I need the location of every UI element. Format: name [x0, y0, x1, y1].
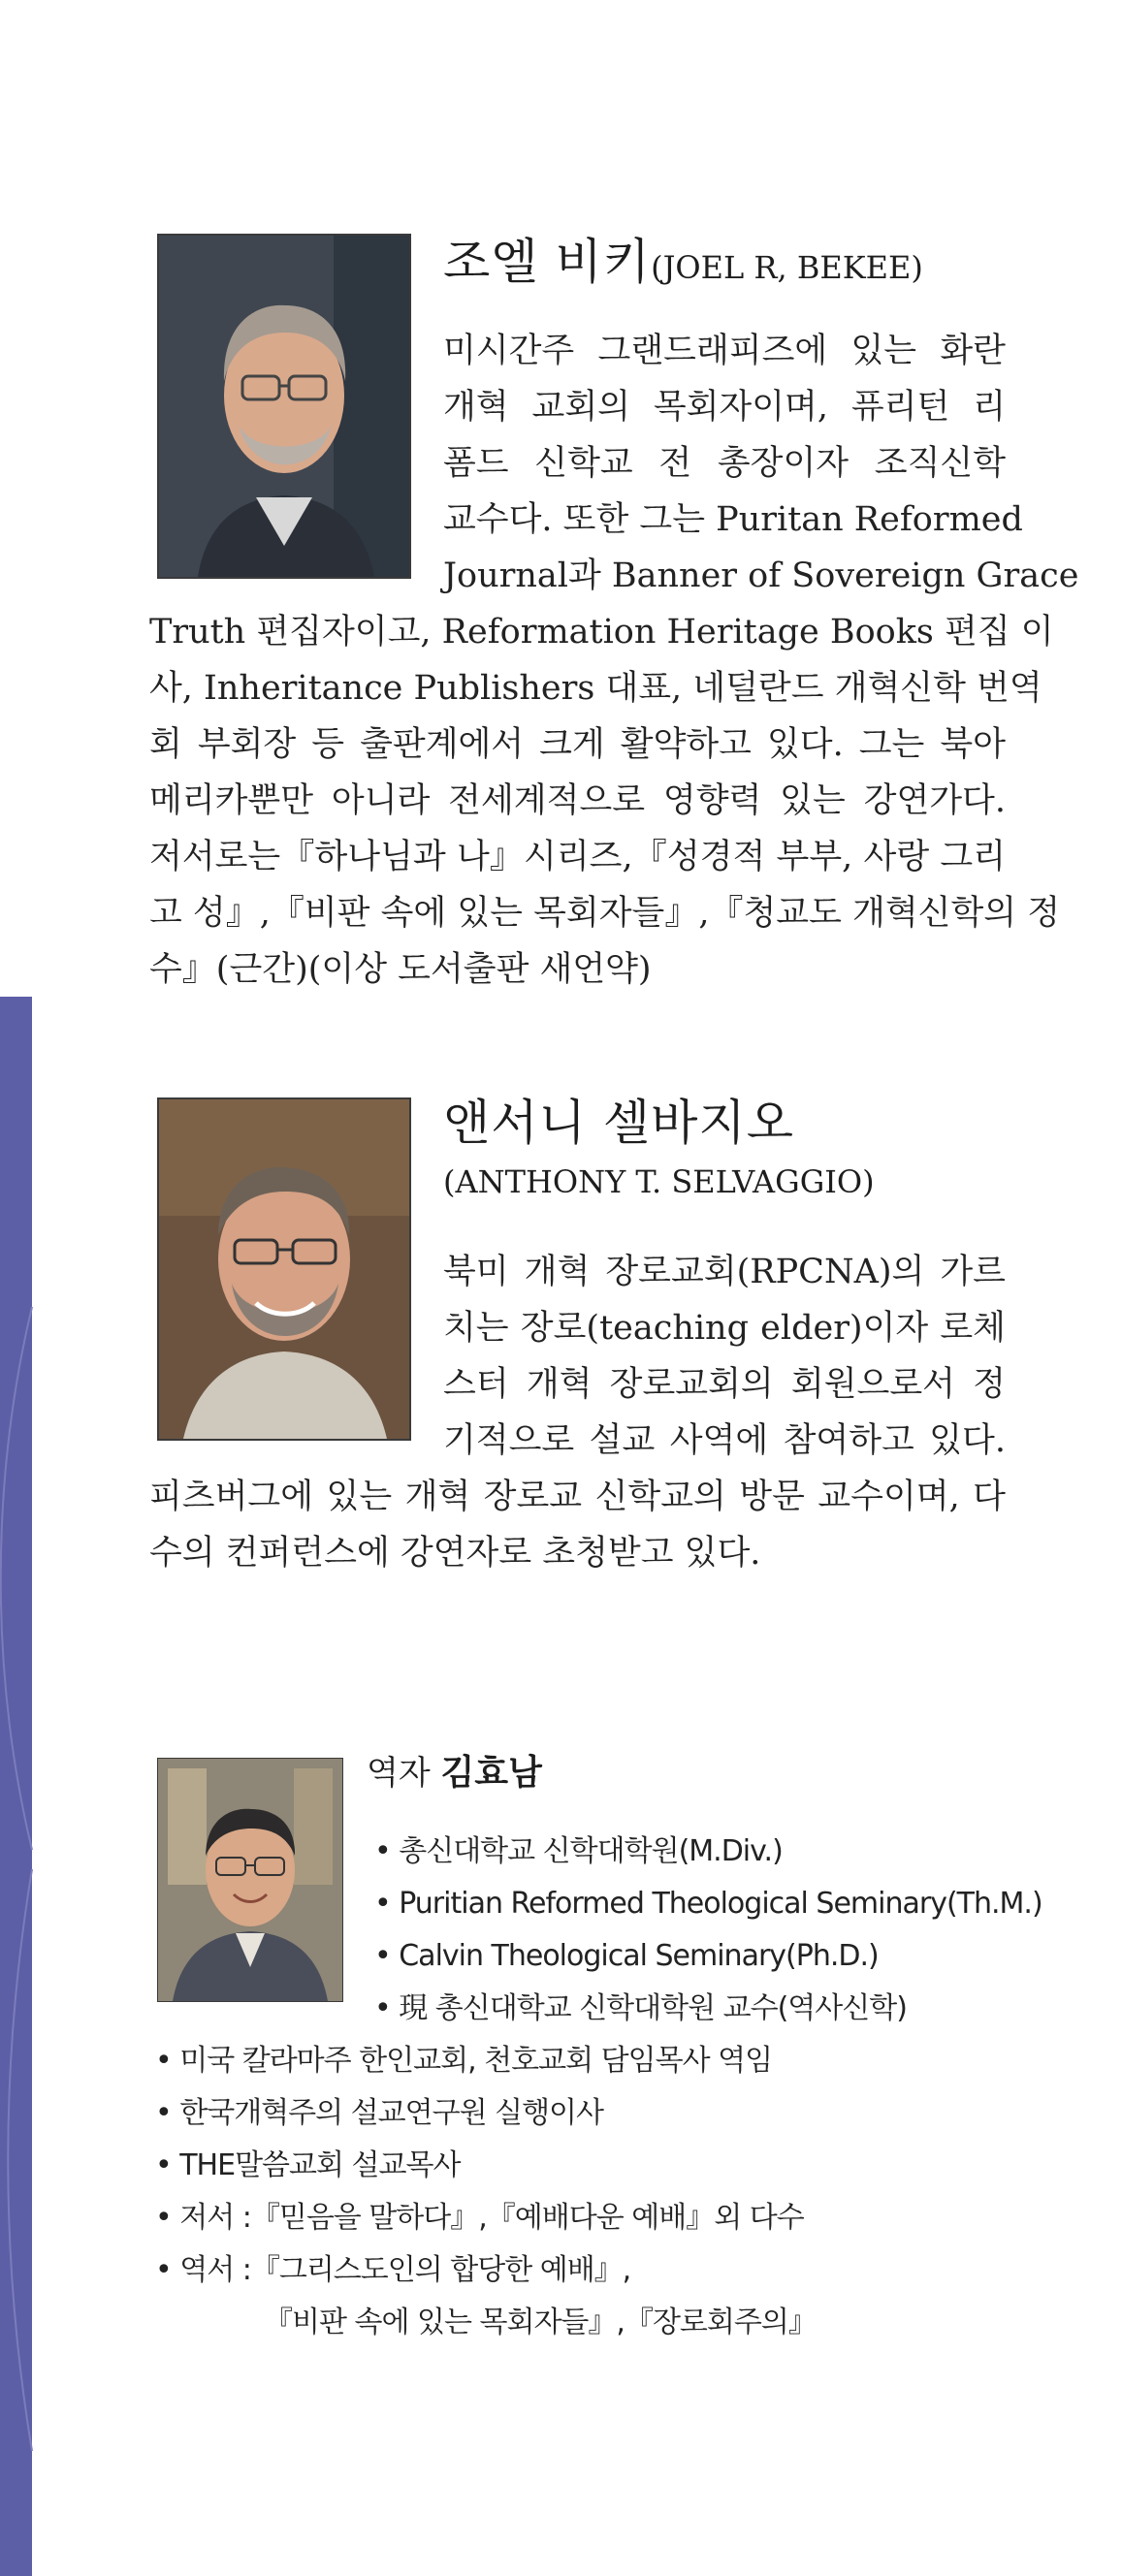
- bio-line: 메리카뿐만 아니라 전세계적으로 영향력 있는 강연가다.: [149, 781, 1006, 820]
- cv-item: • 미국 칼라마주 한인교회, 천호교회 담임목사 역임: [155, 2044, 773, 2078]
- bio-line: 고 성』,『비판 속에 있는 목회자들』,『청교도 개혁신학의 정: [149, 894, 1061, 933]
- bio-line: 기적으로 설교 사역에 참여하고 있다.: [443, 1421, 1006, 1460]
- translator-heading: [367, 1752, 542, 1795]
- cv-item: • 現 총신대학교 신학대학원 교수(역사신학): [374, 1991, 907, 2025]
- side-decoration-band: [0, 997, 32, 2576]
- cv-item: 『비판 속에 있는 목회자들』,『장로회주의』: [264, 2306, 817, 2339]
- author-name-en: (JOEL R, BEKEE): [651, 249, 923, 286]
- bio-line: 사, Inheritance Publishers 대표, 네덜란드 개혁신학 번역: [149, 669, 1042, 708]
- portrait-anthony-selvaggio-icon: [159, 1099, 409, 1439]
- bio-line: 스터 개혁 장로교회의 회원으로서 정: [443, 1365, 1006, 1404]
- bio-line: 수』(근간)(이상 도서출판 새언약): [149, 950, 652, 989]
- bio-line: 수의 컨퍼런스에 강연자로 초청받고 있다.: [149, 1534, 761, 1573]
- bio-line: 피츠버그에 있는 개혁 장로교 신학교의 방문 교수이며, 다: [149, 1478, 1006, 1516]
- cv-item: • Puritian Reformed Theological Seminary(Th.M.): [374, 1887, 1042, 1921]
- portrait-joel-beeke-icon: [159, 236, 409, 577]
- cv-item: • 역서 :『그리스도인의 합당한 예배』,: [155, 2253, 631, 2287]
- author-name-en: (ANTHONY T. SELVAGGIO): [443, 1163, 875, 1200]
- bio-line: Journal과 Banner of Sovereign Grace: [443, 557, 1079, 595]
- cv-item: • 총신대학교 신학대학원(M.Div.): [374, 1834, 783, 1868]
- bio-line: 미시간주 그랜드래피즈에 있는 화란: [443, 332, 1006, 370]
- cv-item: • Calvin Theological Seminary(Ph.D.): [374, 1939, 879, 1973]
- cv-item: • THE말씀교회 설교목사: [155, 2148, 461, 2182]
- portrait-kim-hyonam-icon: [158, 1759, 342, 2001]
- translator-role: 역자: [367, 1754, 431, 1793]
- band-curve-icon: [0, 997, 32, 2576]
- author-name-ko: 앤서니 셀바지오: [443, 1095, 794, 1151]
- bio-line: 치는 장로(teaching elder)이자 로체: [443, 1309, 1006, 1348]
- author-name-ko: 조엘 비키: [443, 234, 652, 290]
- cv-item: • 한국개혁주의 설교연구원 실행이사: [155, 2096, 604, 2130]
- author-photo-anthony-selvaggio: [157, 1097, 411, 1441]
- author-name: [443, 233, 923, 297]
- bio-line: 교수다. 또한 그는 Puritan Reformed: [443, 500, 1023, 539]
- bio-line: Truth 편집자이고, Reformation Heritage Books 편집 이: [149, 613, 1054, 652]
- translator-name: 김효남: [440, 1753, 542, 1793]
- bio-line: 회 부회장 등 출판계에서 크게 활약하고 있다. 그는 북아: [149, 725, 1006, 764]
- bio-line: 폼드 신학교 전 총장이자 조직신학: [443, 444, 1006, 483]
- bio-line: 저서로는『하나님과 나』시리즈,『성경적 부부, 사랑 그리: [149, 838, 1006, 876]
- cv-item: • 저서 :『믿음을 말하다』,『예배다운 예배』외 다수: [155, 2201, 804, 2235]
- bio-line: 개혁 교회의 목회자이며, 퓨리턴 리: [443, 388, 1006, 427]
- bio-line: 북미 개혁 장로교회(RPCNA)의 가르: [443, 1253, 1006, 1291]
- translator-photo: [157, 1758, 343, 2002]
- author-photo-joel-beeke: [157, 234, 411, 579]
